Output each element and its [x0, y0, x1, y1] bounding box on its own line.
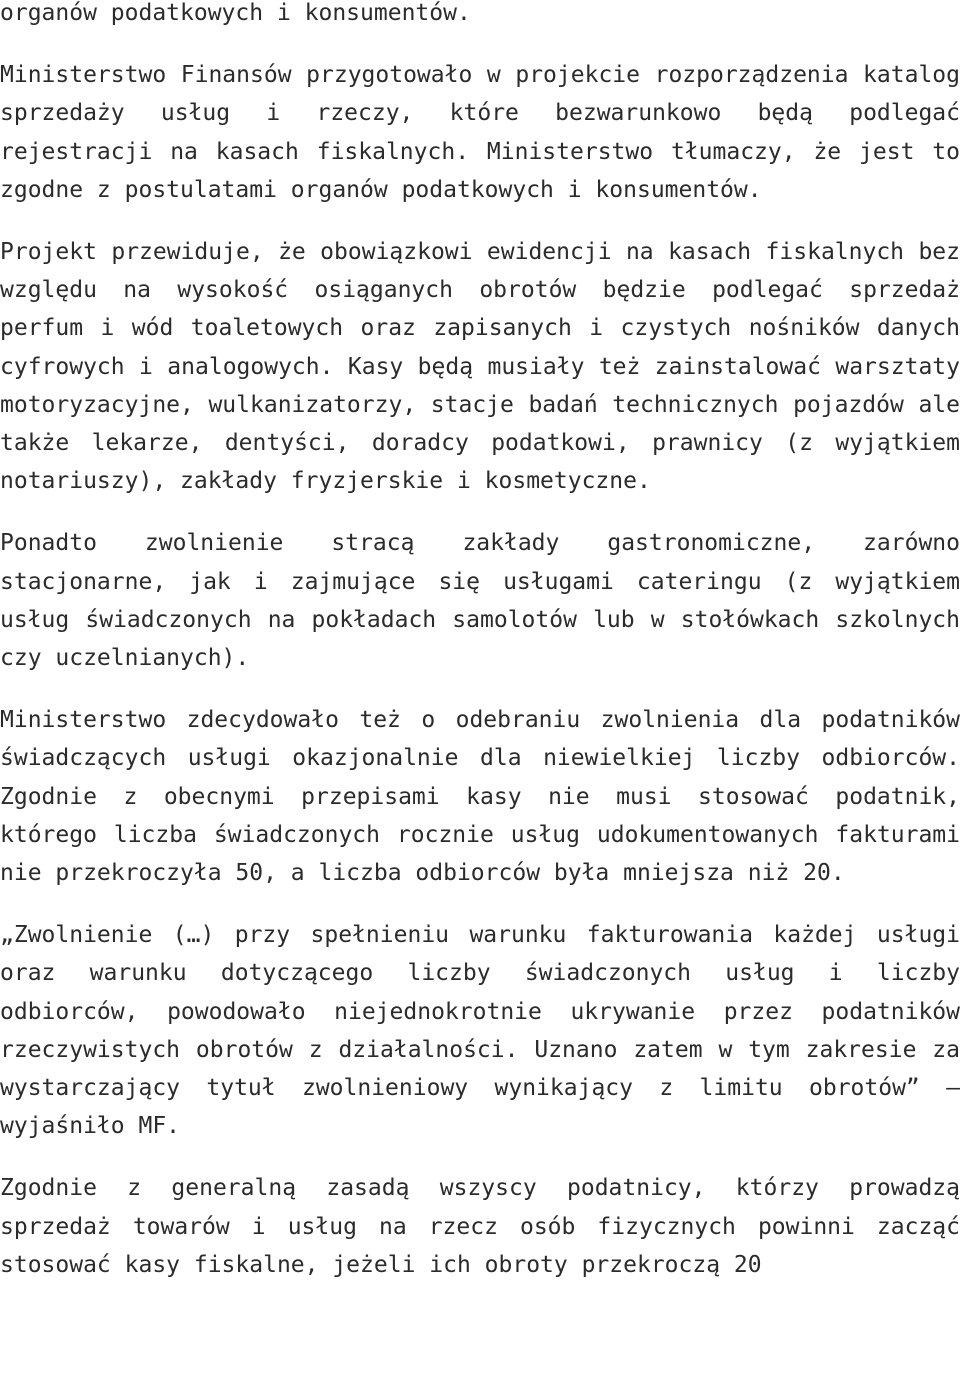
paragraph-general-rule: Zgodnie z generalną zasadą wszyscy podatnicy, którzy prowadzą sprzedaż towarów i usług na rzecz osób fizycznych powinni zacząć stosować kasy fiskalne, jeżeli ich obroty przekroczą 20 — [0, 1175, 960, 1278]
paragraph-project-scope: Projekt przewiduje, że obowiązkowi ewidencji na kasach fiskalnych bez względu na wysokość osiąganych obrotów będzie podlegać sprzedaż perfum i wód toaletowych oraz zapisanych i czystych nośników danych cyfrowych i analogowych. Kasy będą musiały też zainstalować warsztaty motoryzacyjne, wulkanizatorzy, stacje badań technicznych pojazdów ale także lekarze, dentyści, doradcy podatkowi, prawnicy (z wyjątkiem notariuszy), zakłady fryzjerskie i kosmetyczne. — [0, 239, 960, 495]
paragraph-gastronomy: Ponadto zwolnienie stracą zakłady gastronomiczne, zarówno stacjonarne, jak i zajmujące się usługami cateringu (z wyjątkiem usług świadczonych na pokładach samolotów lub w stołówkach szkolnych czy uczelnianych). — [0, 530, 960, 672]
paragraph-fragment: organów podatkowych i konsumentów. — [0, 0, 471, 26]
paragraph-mf-quote: „Zwolnienie (…) przy spełnieniu warunku fakturowania każdej usługi oraz warunku dotyczącego liczby świadczonych usług i liczby odbiorców, powodowało niejednokrotnie ukrywanie przez podatników rzeczywistych obrotów z działalności. Uznano zatem w tym zakresie za wystarczający tytuł zwolnieniowy wynikający z limitu obrotów” — wyjaśniło MF. — [0, 922, 960, 1140]
paragraph-occasional-services: Ministerstwo zdecydowało też o odebraniu zwolnienia dla podatników świadczących usługi okazjonalnie dla niewielkiej liczby odbiorców. Zgodnie z obecnymi przepisami kasy nie musi stosować podatnik, którego liczba świadczonych rocznie usług udokumentowanych fakturami nie przekroczyła 50, a liczba odbiorców była mniejsza niż 20. — [0, 707, 960, 887]
paragraph-catalog: Ministerstwo Finansów przygotowało w projekcie rozporządzenia katalog sprzedaży usług i rzeczy, które bezwarunkowo będą podlegać rejestracji na kasach fiskalnych. Ministerstwo tłumaczy, że jest to zgodne z postulatami organów podatkowych i konsumentów. — [0, 62, 960, 203]
